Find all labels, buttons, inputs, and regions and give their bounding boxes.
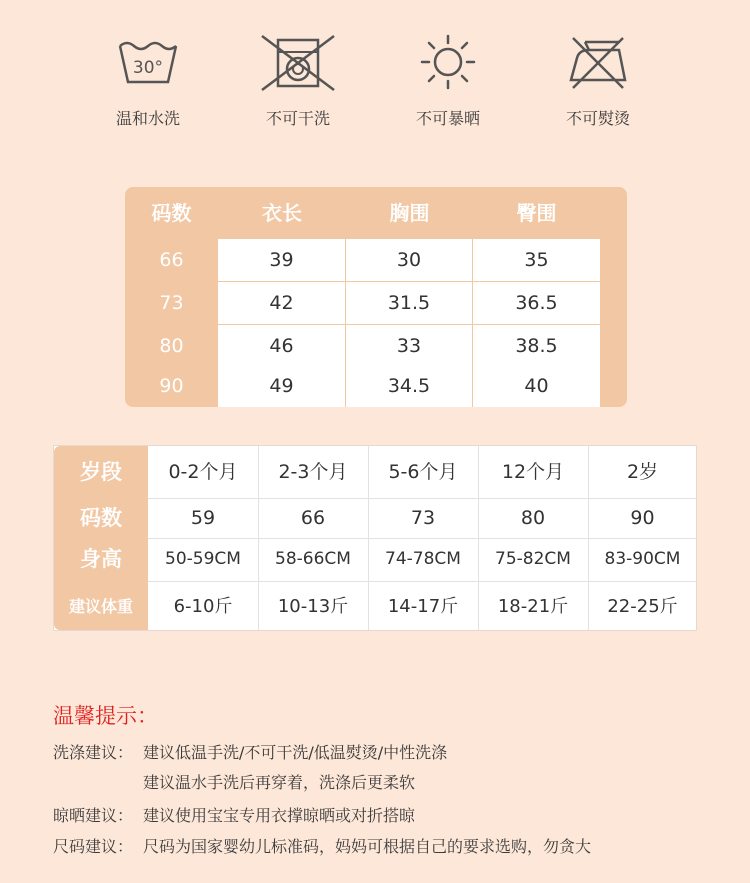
- age-cell: 73: [410, 507, 436, 529]
- age-size-table: [53, 445, 697, 631]
- tip-text: 建议使用宝宝专用衣撑晾晒或对折搭晾: [143, 806, 416, 825]
- age-label-code: 码数: [80, 506, 122, 530]
- no-dry-clean-icon: [258, 32, 338, 92]
- age-cell: 2岁: [626, 461, 659, 483]
- tip-key: 晾晒建议：: [53, 806, 134, 825]
- age-cell: 74-78CM: [385, 549, 461, 569]
- age-cell: 66: [300, 507, 326, 529]
- size-cell: 30: [346, 239, 472, 281]
- care-label-iron: 不可熨烫: [565, 109, 630, 128]
- age-label-age: 岁段: [80, 460, 122, 484]
- age-cell: 12个月: [501, 461, 565, 483]
- no-sun-icon: [416, 32, 480, 92]
- age-cell: 2-3个月: [278, 461, 348, 483]
- tip-line-dry: [53, 803, 415, 826]
- care-label-sun: 不可暴晒: [415, 109, 480, 128]
- care-instructions: [0, 32, 750, 152]
- size-table: [125, 187, 627, 407]
- age-cell: 5-6个月: [388, 461, 458, 483]
- size-cell: 46: [218, 325, 345, 367]
- size-cell: 42: [218, 282, 345, 324]
- size-cell: 39: [218, 239, 345, 281]
- care-item-dry-clean: [223, 32, 373, 129]
- tip-key: 尺码建议：: [53, 837, 134, 856]
- tip-line-wash: [53, 740, 447, 763]
- tip-text: 尺码为国家婴幼儿标准码，妈妈可根据自己的要求选购，勿贪大: [143, 837, 592, 856]
- size-cell: 40: [473, 365, 600, 407]
- tip-line-wash-2: [53, 770, 415, 793]
- care-label-dry-clean: 不可干洗: [265, 109, 330, 128]
- size-cell: 49: [218, 365, 345, 407]
- size-cell: 73: [159, 292, 184, 314]
- age-cell: 6-10斤: [173, 596, 233, 617]
- size-cell: 31.5: [346, 282, 472, 324]
- size-cell: 33: [346, 325, 472, 367]
- age-cell: 14-17斤: [387, 596, 459, 617]
- age-cell: 50-59CM: [165, 549, 241, 569]
- tip-text: 建议低温手洗/不可干洗/低温熨烫/中性洗涤: [143, 743, 448, 762]
- age-cell: 83-90CM: [604, 549, 681, 569]
- age-cell: 18-21斤: [497, 596, 569, 617]
- size-header-chest: 胸围: [389, 201, 430, 225]
- wash-30-icon: [116, 32, 180, 92]
- age-cell: 59: [190, 507, 216, 529]
- age-cell: 0-2个月: [168, 461, 238, 483]
- size-cell: 66: [159, 249, 184, 271]
- size-header-length: 衣长: [262, 201, 302, 225]
- size-header-code: 码数: [151, 201, 192, 225]
- size-cell: 90: [159, 375, 184, 397]
- tips-title: 温馨提示：: [53, 704, 158, 728]
- age-label-height: 身高: [80, 547, 122, 571]
- care-item-wash: [73, 32, 223, 129]
- age-cell: 22-25斤: [607, 596, 678, 617]
- age-cell: 80: [520, 507, 546, 529]
- size-cell: 38.5: [473, 325, 600, 367]
- size-cell: 80: [159, 335, 184, 357]
- size-cell: 35: [473, 239, 600, 281]
- no-iron-icon: [563, 32, 633, 92]
- age-label-weight: 建议体重: [68, 597, 133, 616]
- wash-temp-label: 30°: [132, 58, 164, 78]
- age-cell: 58-66CM: [275, 549, 351, 569]
- care-item-sun: [373, 32, 523, 129]
- tip-text: 建议温水手洗后再穿着，洗涤后更柔软: [143, 773, 416, 792]
- tip-key: 洗涤建议：: [53, 743, 134, 762]
- care-item-iron: [523, 32, 673, 129]
- size-header-hip: 臀围: [516, 201, 557, 225]
- age-cell: 10-13斤: [277, 596, 349, 617]
- tip-line-size: [53, 834, 591, 857]
- age-cell: 75-82CM: [495, 549, 571, 569]
- size-cell: 36.5: [473, 282, 600, 324]
- age-cell: 90: [630, 507, 655, 529]
- care-label-wash: 温和水洗: [115, 109, 180, 128]
- size-cell: 34.5: [346, 365, 472, 407]
